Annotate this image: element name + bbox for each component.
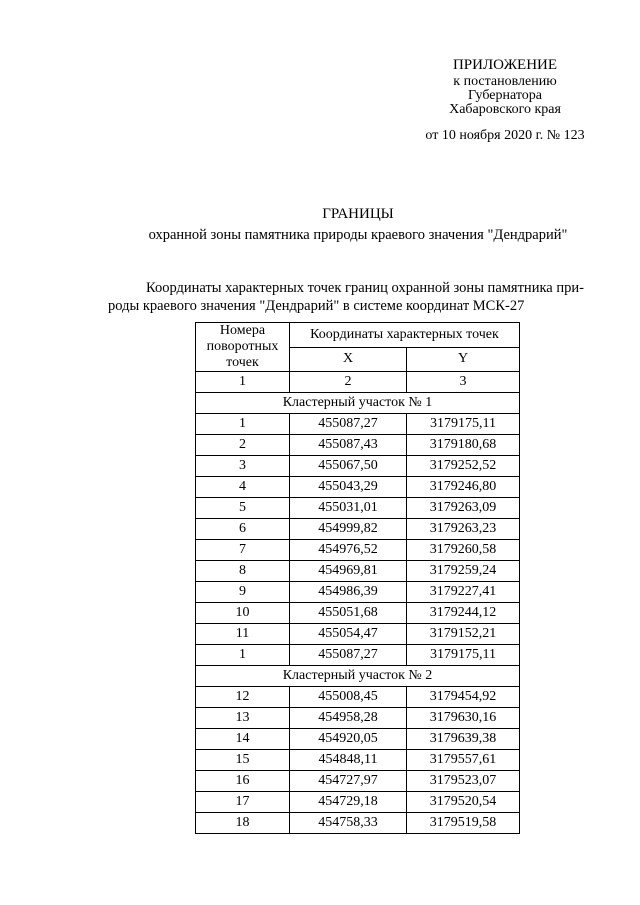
table-row	[196, 813, 520, 834]
coord-x: 454727,97	[290, 771, 407, 792]
coord-x: 454976,52	[290, 540, 407, 561]
table-row	[196, 603, 520, 624]
intro-line: Координаты характерных точек границ охранной зоны памятника при-	[146, 280, 584, 296]
table-row	[196, 540, 520, 561]
coord-y: 3179227,41	[407, 582, 520, 603]
appendix-date: от 10 ноября 2020 г. № 123	[425, 128, 585, 143]
coord-y: 3179557,61	[407, 750, 520, 771]
intro-paragraph	[108, 279, 614, 315]
table-row	[196, 498, 520, 519]
point-number: 5	[196, 498, 290, 519]
coord-x: 455031,01	[290, 498, 407, 519]
appendix-heading: ПРИЛОЖЕНИЕ	[452, 57, 558, 73]
table-row	[196, 561, 520, 582]
table-row	[196, 456, 520, 477]
table-row	[196, 687, 520, 708]
point-number: 9	[196, 582, 290, 603]
coordinates-table	[195, 322, 520, 834]
table-row	[196, 624, 520, 645]
table-row	[196, 729, 520, 750]
point-number: 7	[196, 540, 290, 561]
header-points: Номера поворотных точек	[196, 323, 290, 372]
table-row	[196, 792, 520, 813]
coord-y: 3179639,38	[407, 729, 520, 750]
point-number: 1	[196, 414, 290, 435]
coord-x: 455087,43	[290, 435, 407, 456]
coord-x: 454958,28	[290, 708, 407, 729]
coord-x: 455051,68	[290, 603, 407, 624]
coord-x: 455087,27	[290, 414, 407, 435]
point-number: 15	[196, 750, 290, 771]
table-row	[196, 435, 520, 456]
coord-y: 3179523,07	[407, 771, 520, 792]
point-number: 8	[196, 561, 290, 582]
cluster-title: Кластерный участок № 2	[196, 666, 520, 687]
coord-y: 3179252,52	[407, 456, 520, 477]
coord-y: 3179259,24	[407, 561, 520, 582]
coord-x: 454758,33	[290, 813, 407, 834]
coord-x: 455008,45	[290, 687, 407, 708]
point-number: 14	[196, 729, 290, 750]
table-row	[196, 645, 520, 666]
coord-y: 3179260,58	[407, 540, 520, 561]
table-row	[196, 582, 520, 603]
appendix-block	[395, 58, 615, 143]
coord-x: 454848,11	[290, 750, 407, 771]
document-title: ГРАНИЦЫ	[322, 206, 394, 222]
appendix-line: к постановлению	[453, 74, 557, 89]
intro-line: роды краевого значения "Дендрарий" в системе координат МСК-27	[108, 298, 525, 314]
coord-x: 455054,47	[290, 624, 407, 645]
coord-y: 3179263,09	[407, 498, 520, 519]
table-row	[196, 750, 520, 771]
column-number: 2	[290, 372, 407, 393]
coord-x: 454969,81	[290, 561, 407, 582]
header-x: X	[290, 347, 407, 372]
coord-y: 3179630,16	[407, 708, 520, 729]
cluster-row	[196, 666, 520, 687]
point-number: 11	[196, 624, 290, 645]
table-row	[196, 477, 520, 498]
coord-x: 455043,29	[290, 477, 407, 498]
table-row	[196, 708, 520, 729]
coord-x: 454999,82	[290, 519, 407, 540]
point-number: 2	[196, 435, 290, 456]
cluster-title: Кластерный участок № 1	[196, 393, 520, 414]
point-number: 17	[196, 792, 290, 813]
point-number: 4	[196, 477, 290, 498]
point-number: 3	[196, 456, 290, 477]
point-number: 10	[196, 603, 290, 624]
coord-y: 3179454,92	[407, 687, 520, 708]
document-subtitle: охранной зоны памятника природы краевого значения "Дендрарий"	[148, 227, 568, 243]
table-row	[196, 771, 520, 792]
coord-y: 3179152,21	[407, 624, 520, 645]
appendix-line: Хабаровского края	[449, 102, 561, 117]
table-body	[196, 393, 520, 834]
header-y: Y	[407, 347, 520, 372]
coord-x: 455067,50	[290, 456, 407, 477]
coord-x: 455087,27	[290, 645, 407, 666]
coord-y: 3179175,11	[407, 414, 520, 435]
coord-y: 3179180,68	[407, 435, 520, 456]
coord-y: 3179175,11	[407, 645, 520, 666]
coord-x: 454986,39	[290, 582, 407, 603]
cluster-row	[196, 393, 520, 414]
header-coordinates: Координаты характерных точек	[290, 323, 520, 348]
column-number: 1	[196, 372, 290, 393]
table-row	[196, 519, 520, 540]
coord-y: 3179520,54	[407, 792, 520, 813]
coord-y: 3179519,58	[407, 813, 520, 834]
point-number: 12	[196, 687, 290, 708]
point-number: 6	[196, 519, 290, 540]
coord-y: 3179244,12	[407, 603, 520, 624]
coord-y: 3179246,80	[407, 477, 520, 498]
coord-x: 454920,05	[290, 729, 407, 750]
table-row	[196, 414, 520, 435]
point-number: 13	[196, 708, 290, 729]
coord-x: 454729,18	[290, 792, 407, 813]
coord-y: 3179263,23	[407, 519, 520, 540]
column-number: 3	[407, 372, 520, 393]
point-number: 16	[196, 771, 290, 792]
appendix-line: Губернатора	[467, 88, 543, 103]
point-number: 1	[196, 645, 290, 666]
point-number: 18	[196, 813, 290, 834]
